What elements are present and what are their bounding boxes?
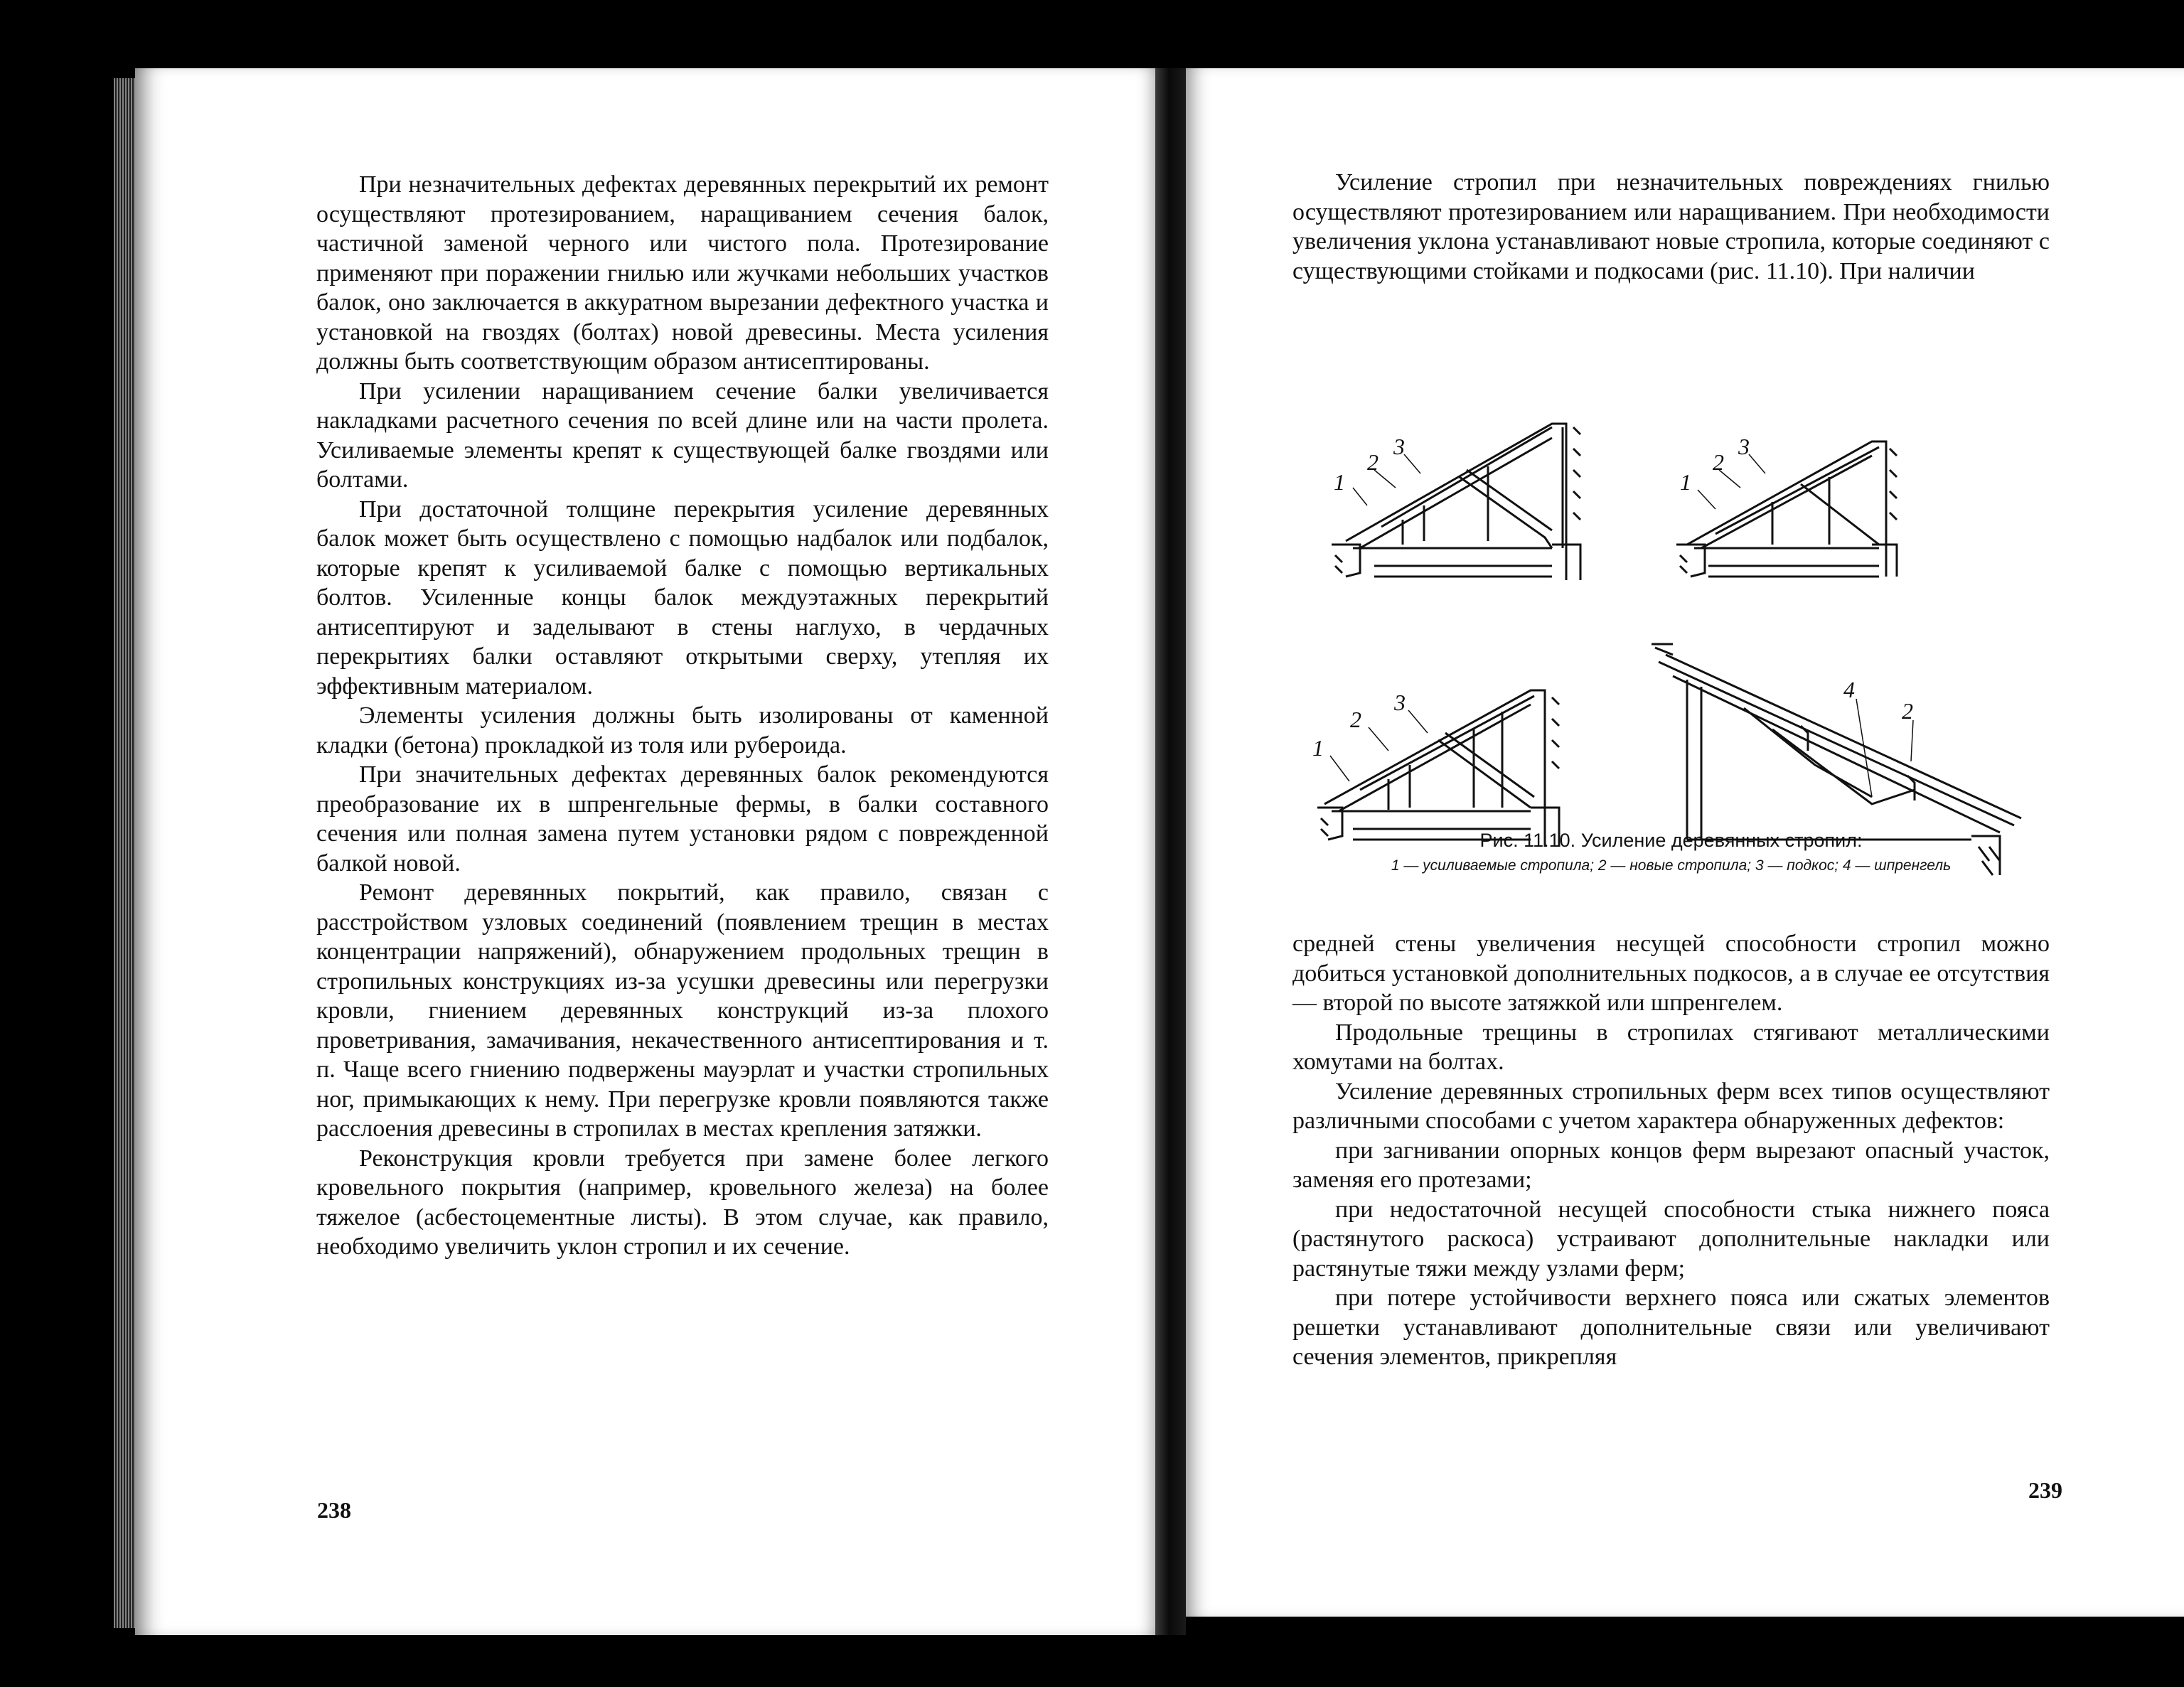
paragraph: Ремонт деревянных покрытий, как правило, связан с расстройством узловых соединений (появлением трещин в местах концентрации напряжений), обнаружением продольных трещин в стропильных конструкциях из-за усушки древесины или перегрузки кровли, гниением деревянных конструкций из-за плохого проветривания, замачивания, некачественного антисептирования и т. п. Чаще всего гниению подвержены мауэрлат и участки стропильных ног, примыкающих к нему. При перегрузке кровли появляются также расслоения древесины в стропилах в местах крепления затяжки. (316, 879, 1049, 1142)
book-gutter (1155, 68, 1186, 1635)
left-page-text (316, 170, 1049, 1262)
paragraph: при загнивании опорных концов ферм вырезают опасный участок, заменяя его протезами; (1292, 1137, 2050, 1193)
figure-caption-title: Рис. 11.10. Усиление деревянных стропил: (1479, 830, 1863, 851)
paragraph: Усиление деревянных стропильных ферм всех типов осуществляют различными способами с учетом характера обнаруженных дефектов: (1292, 1078, 2050, 1134)
label-2: 2 (1713, 449, 1724, 475)
right-page-text-top (1292, 168, 2050, 286)
right-page (1186, 68, 2184, 1617)
label-4: 4 (1843, 677, 1855, 702)
page-number-left: 238 (317, 1497, 351, 1523)
label-2: 2 (1350, 707, 1361, 732)
left-page (135, 68, 1155, 1635)
paragraph: При незначительных дефектах деревянных перекрытий их ремонт осуществляют протезированием, наращиванием сечения балок, частичной заменой черного или чистого пола. Протезирование применяют при поражении гнилью или жучками небольших участков балок, оно заключается в аккуратном вырезании дефектного участка и установкой на гвоздях (болтах) новой древесины. Места усиления должны быть соответствующим образом антисептированы. (316, 171, 1049, 375)
paragraph: средней стены увеличения несущей способности стропил можно добиться установкой дополнительных подкосов, а в случае ее отсутствия — второй по высоте затяжкой или шпренгелем. (1292, 931, 2050, 1016)
paragraph: Продольные трещины в стропилах стягивают металлическими хомутами на болтах. (1292, 1019, 2050, 1075)
paragraph: Усиление стропил при незначительных повреждениях гнилью осуществляют протезированием или наращиванием. При необходимости увеличения уклона устанавливают новые стропила, которые соединяют с существующими стойками и подкосами (рис. 11.10). При наличии (1292, 169, 2050, 284)
diagram-b (1676, 441, 1897, 577)
paragraph: При достаточной толщине перекрытия усиление деревянных балок может быть осуществлено с помощью надбалок или подбалок, которые крепят к усиливаемой балке с помощью вертикальных болтов. Усиленные концы балок междуэтажных перекрытий антисептируют и заделывают в стены наглухо, в чердачных перекрытиях балки оставляют открытыми сверху, утепляя их эффективным материалом. (316, 496, 1049, 700)
rafter-reinforcement-figure (1312, 363, 2028, 904)
label-2: 2 (1367, 449, 1379, 475)
paragraph: при потере устойчивости верхнего пояса или сжатых элементов решетки устанавливают дополнительные связи или увеличивают сечения элементов, прикрепляя (1292, 1285, 2050, 1370)
figure-caption-legend: 1 — усиливаемые стропила; 2 — новые стропила; 3 — подкос; 4 — шпренгель (1391, 857, 1952, 874)
right-page-text-bottom (1292, 929, 2050, 1372)
page-number-right: 239 (2028, 1477, 2062, 1503)
paragraph: при недостаточной несущей способности стыка нижнего пояса (растянутого раскоса) устраивают дополнительные накладки или растянутые тяжи между узлами ферм; (1292, 1196, 2050, 1282)
label-2: 2 (1902, 698, 1913, 724)
paragraph: Реконструкция кровли требуется при замене более легкого кровельного покрытия (например, кровельного железа) на более тяжелое (асбестоцементные листы). В этом случае, как правило, необходимо увеличить уклон стропил и их сечение. (316, 1145, 1049, 1260)
paragraph: При значительных дефектах деревянных балок рекомендуются преобразование их в шпренгельные фермы, в балки составного сечения или полная замена путем установки рядом с поврежденной балкой новой. (316, 761, 1049, 877)
label-3: 3 (1393, 434, 1405, 459)
label-3: 3 (1394, 690, 1406, 715)
label-1: 1 (1680, 469, 1691, 495)
label-3: 3 (1738, 434, 1750, 459)
paragraph: При усилении наращиванием сечение балки увеличивается накладками расчетного сечения по всей длине или на части пролета. Усиливаемые элементы крепят к существующей балке гвоздями или болтами. (316, 377, 1049, 493)
label-1: 1 (1334, 469, 1345, 495)
paragraph: Элементы усиления должны быть изолированы от каменной кладки (бетона) прокладкой из толя или рубероида. (316, 702, 1049, 759)
diagram-a (1332, 424, 1580, 580)
book-edge (114, 78, 138, 1628)
label-1: 1 (1312, 735, 1324, 761)
